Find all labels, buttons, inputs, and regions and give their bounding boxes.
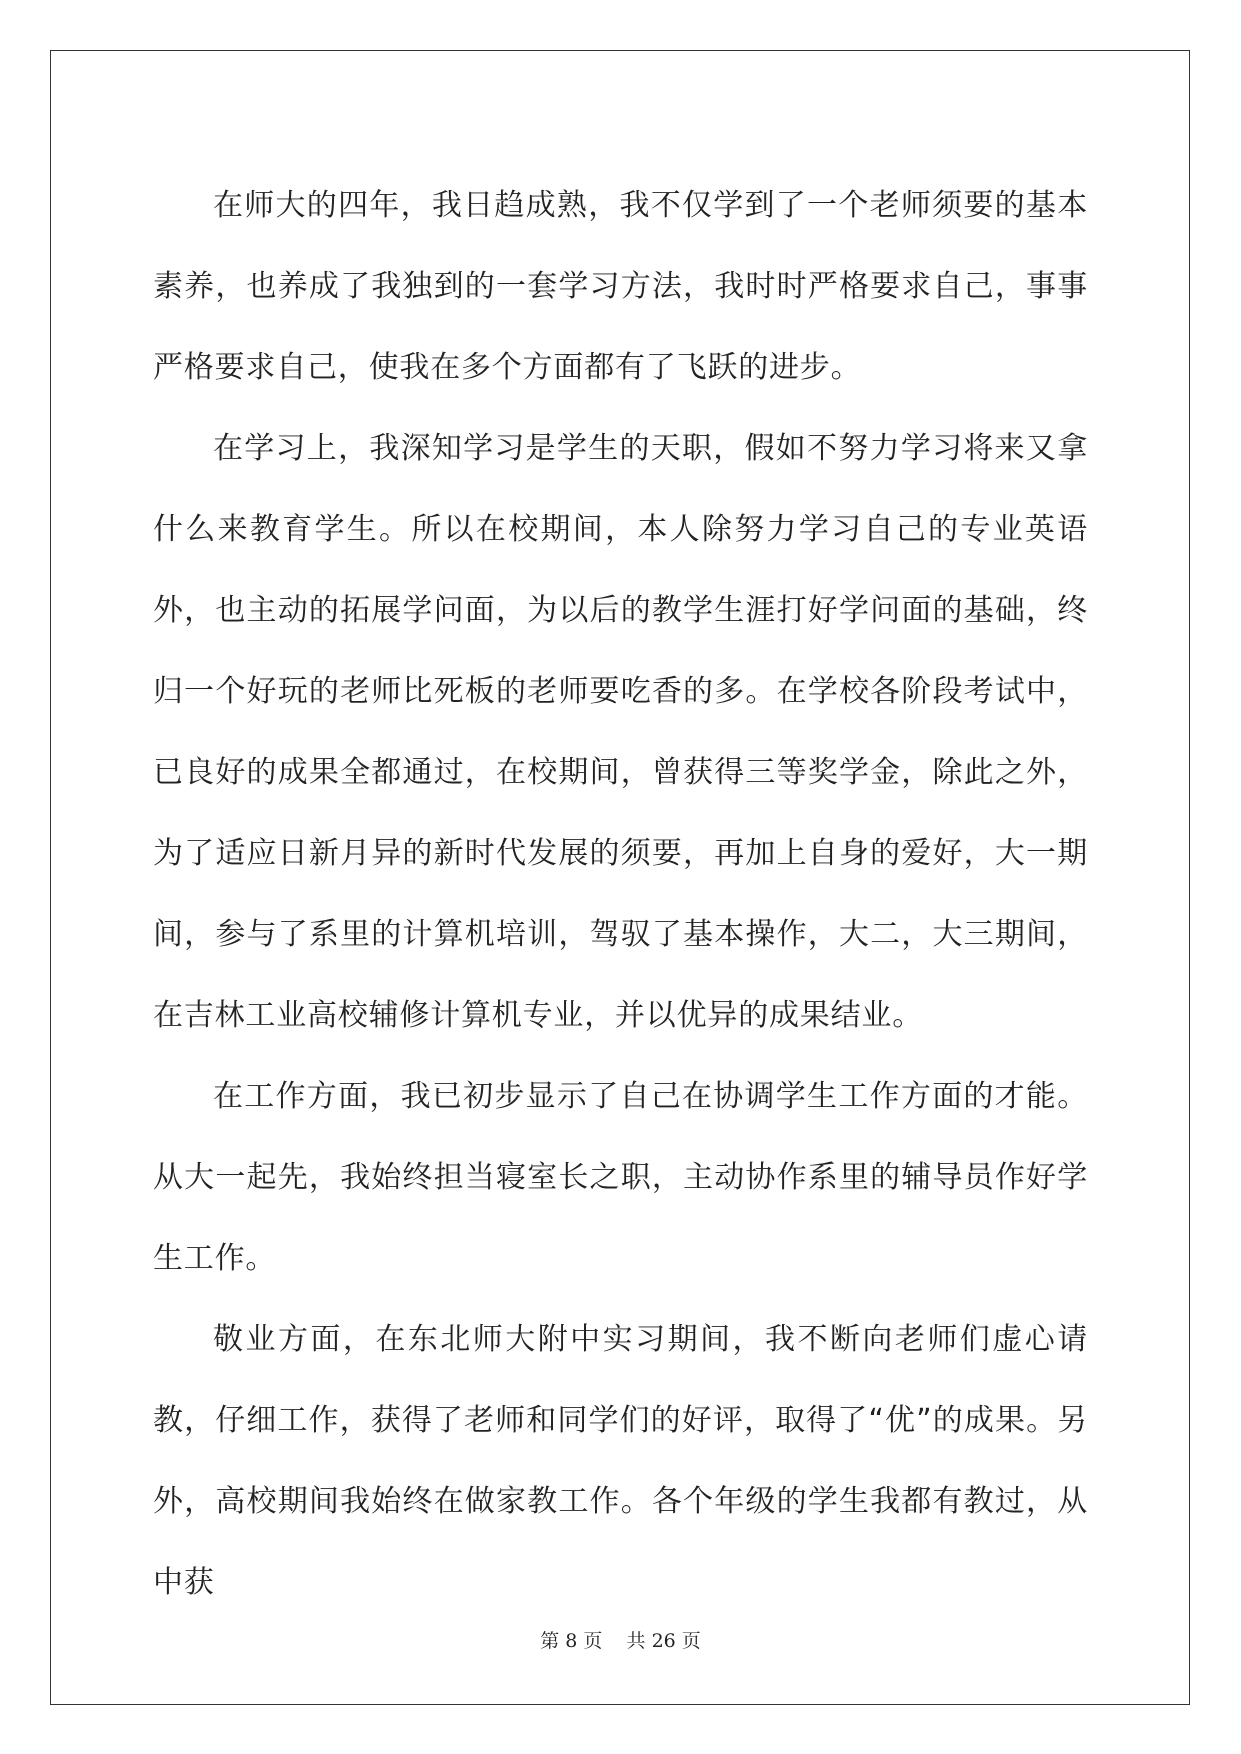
page-footer <box>0 1626 1241 1653</box>
paragraph-1: 在师大的四年，我日趋成熟，我不仅学到了一个老师须要的基本素养，也养成了我独到的一套学习方法，我时时严格要求自己，事事严格要求自己，使我在多个方面都有了飞跃的进步。 <box>153 188 1088 385</box>
paragraph-2: 在学习上，我深知学习是学生的天职，假如不努力学习将来又拿什么来教育学生。所以在校期间，本人除努力学习自己的专业英语外，也主动的拓展学问面，为以后的教学生涯打好学问面的基础，终归一个好玩的老师比死板的老师要吃香的多。在学校各阶段考试中，已良好的成果全都通过，在校期间，曾获得三等奖学金，除此之外，为了适应日新月异的新时代发展的须要，再加上自身的爱好，大一期间，参与了系里的计算机培训，驾驭了基本操作，大二，大三期间，在吉林工业高校辅修计算机专业，并以优异的成果结业。 <box>153 431 1088 1033</box>
paragraph-4: 敬业方面，在东北师大附中实习期间，我不断向老师们虚心请教，仔细工作，获得了老师和同学们的好评，取得了“优”的成果。另外，高校期间我始终在做家教工作。各个年级的学生我都有教过，从中获 <box>153 1322 1088 1600</box>
total-pages: 共 26 页 <box>626 1630 701 1652</box>
paragraph-3: 在工作方面，我已初步显示了自己在协调学生工作方面的才能。从大一起先，我始终担当寝室长之职，主动协作系里的辅导员作好学生工作。 <box>153 1079 1088 1276</box>
page-number: 第 8 页 <box>540 1630 603 1652</box>
document-body <box>153 165 1088 1623</box>
